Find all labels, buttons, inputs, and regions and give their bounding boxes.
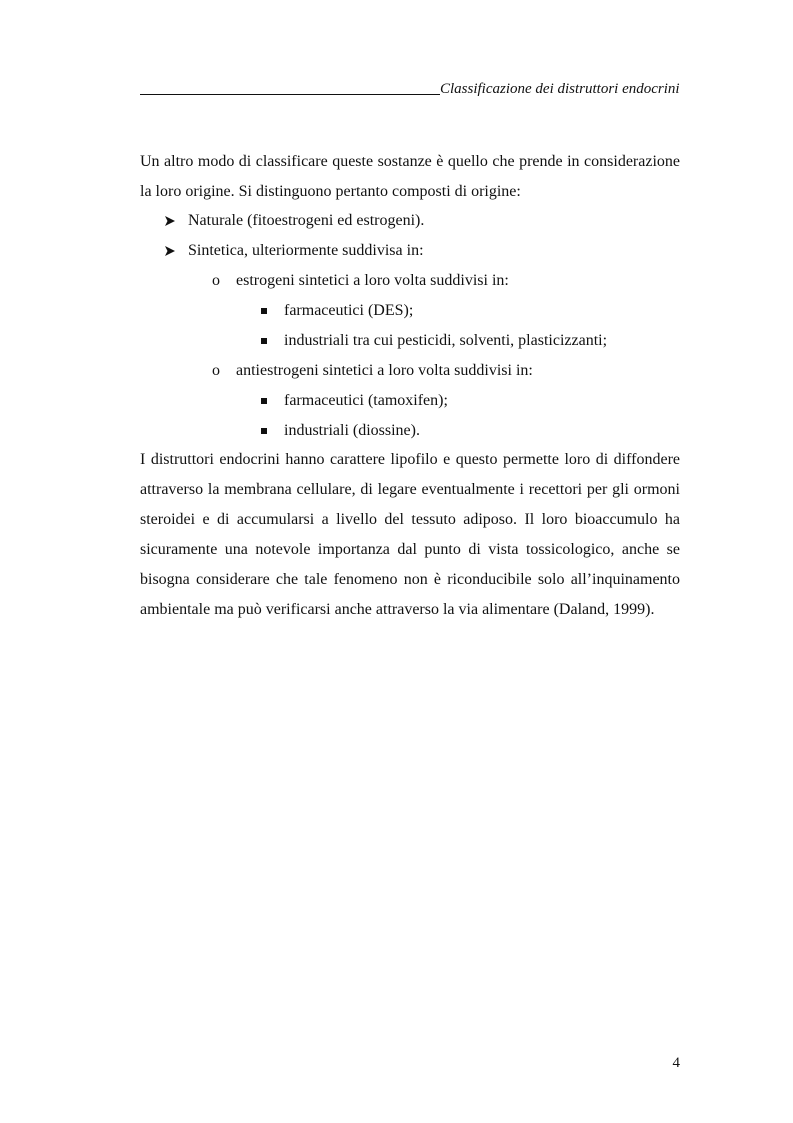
header-rule [140, 94, 440, 95]
list-item-label: industriali tra cui pesticidi, solventi, plasticizzanti; [284, 332, 608, 349]
square-bullet-icon [261, 386, 267, 416]
intro-paragraph [140, 147, 680, 207]
list-item-label: farmaceutici (tamoxifen); [284, 392, 448, 409]
list-item-label: antiestrogeni sintetici a loro volta suddivisi in: [236, 362, 533, 379]
list-item-label: Sintetica, ulteriormente suddivisa in: [188, 242, 424, 259]
page-number: 4 [672, 1055, 680, 1071]
arrow-bullet-icon [164, 236, 176, 266]
closing-paragraph-text: I distruttori endocrini hanno carattere lipofilo e questo permette loro di diffondere attraverso la membrana cellulare, di legare eventualmente i recettori per gli ormoni steroidei e di accumularsi a livello del tessuto adiposo. Il loro bioaccumulo ha sicuramente una notevole importanza dal punto di vista tossicologico, anche se bisogna considerare che tale fenomeno non è riconducibile solo all’inquinamento ambientale ma può verificarsi anche attraverso la via alimentare (Daland, 1999). [140, 451, 680, 618]
list-item-label: Naturale (fitoestrogeni ed estrogeni). [188, 212, 425, 229]
circle-bullet-icon: o [212, 272, 220, 289]
square-bullet-icon [261, 326, 267, 356]
circle-bullet-icon: o [212, 362, 220, 379]
header-title: Classificazione dei distruttori endocrini [440, 81, 680, 97]
arrow-bullet-icon [164, 206, 176, 236]
intro-paragraph-text: Un altro modo di classificare queste sostanze è quello che prende in considerazione la loro origine. Si distinguono pertanto composti di origine: [140, 153, 680, 200]
list-item-label: industriali (diossine). [284, 422, 420, 439]
square-bullet-icon [261, 296, 267, 326]
running-header [140, 78, 680, 100]
closing-paragraph [140, 445, 680, 625]
square-bullet-icon [261, 416, 267, 446]
list-item-label: farmaceutici (DES); [284, 302, 414, 319]
list-item-label: estrogeni sintetici a loro volta suddivisi in: [236, 272, 509, 289]
